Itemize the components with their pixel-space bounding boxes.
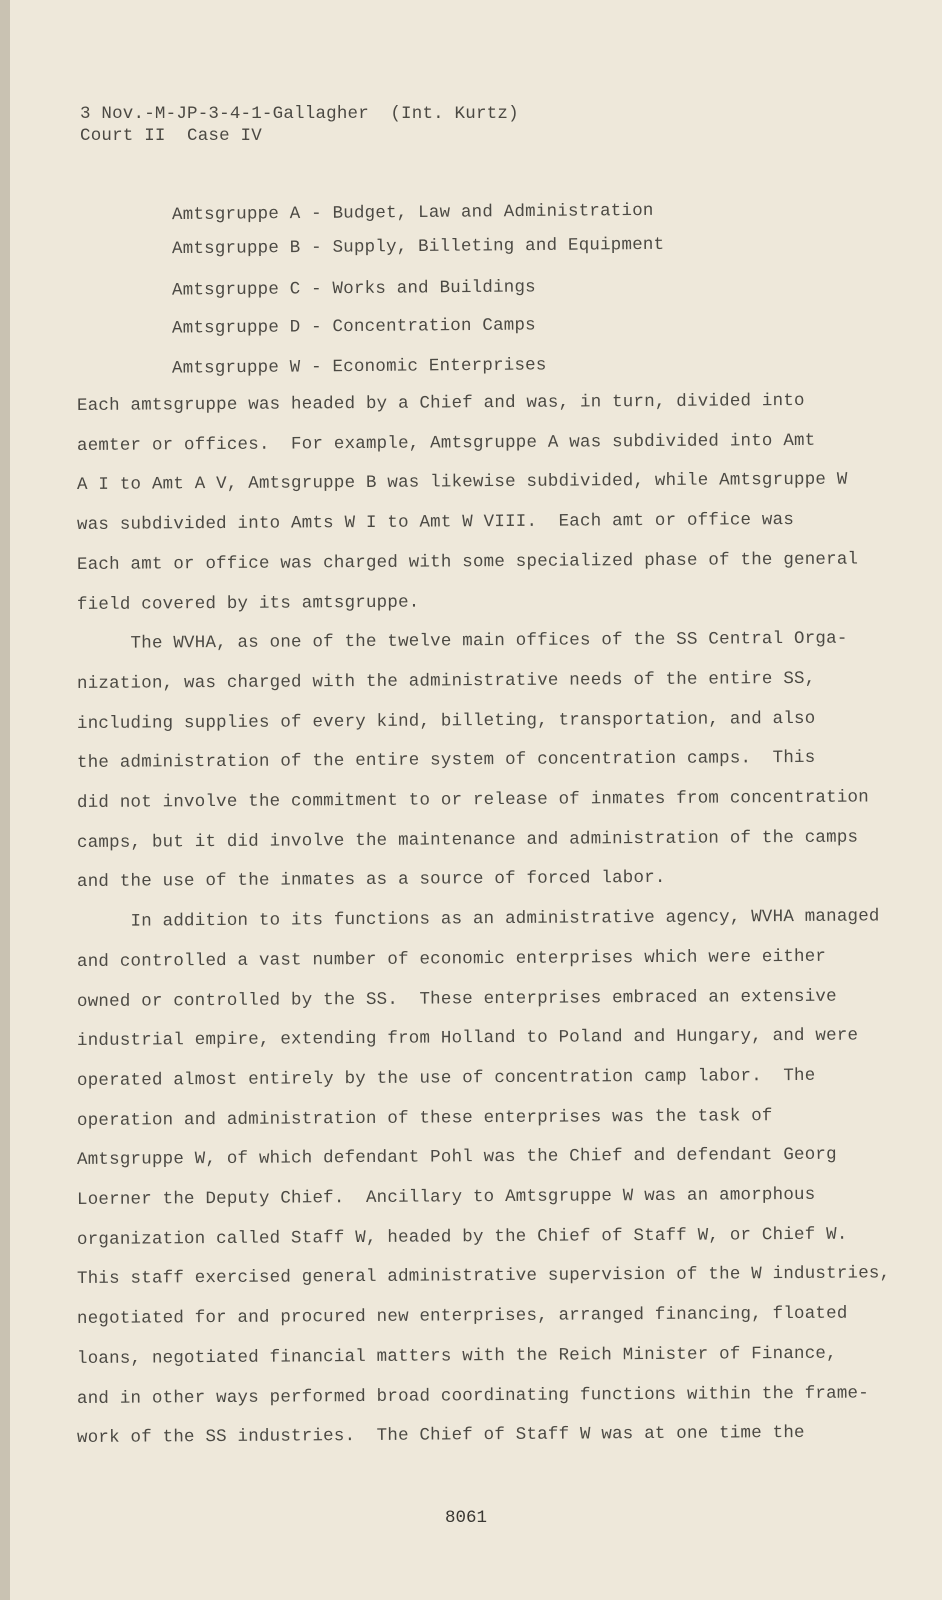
body-line: was subdivided into Amts W I to Amt W VIII. Each amt or office was bbox=[76, 510, 795, 536]
body-line: This staff exercised general administrative supervision of the W industries, bbox=[76, 1263, 891, 1290]
body-line: did not involve the commitment to or release of inmates from concentration bbox=[76, 787, 869, 813]
body-line: loans, negotiated financial matters with the Reich Minister of Finance, bbox=[76, 1343, 837, 1369]
body-line: and the use of the inmates as a source of forced labor. bbox=[76, 868, 666, 893]
body-line: owned or controlled by the SS. These enterprises embraced an extensive bbox=[76, 986, 837, 1012]
body-line: field covered by its amtsgruppe. bbox=[76, 592, 420, 615]
body-line: Each amtsgruppe was headed by a Chief and was, in turn, divided into bbox=[76, 390, 805, 416]
list-item: Amtsgruppe D - Concentration Camps bbox=[171, 315, 536, 339]
body-line: Loerner the Deputy Chief. Ancillary to Amtsgruppe W was an amorphous bbox=[76, 1184, 816, 1210]
header-line-2: Court II Case IV bbox=[80, 126, 262, 146]
body-line: operated almost entirely by the use of concentration camp labor. The bbox=[76, 1065, 816, 1091]
body-line: including supplies of every kind, billeting, transportation, and also bbox=[76, 708, 816, 734]
page-edge bbox=[0, 0, 10, 1600]
list-item: Amtsgruppe B - Supply, Billeting and Equipment bbox=[171, 234, 665, 260]
body-line: A I to Amt A V, Amtsgruppe B was likewise subdivided, while Amtsgruppe W bbox=[76, 470, 848, 496]
body-line: Amtsgruppe W, of which defendant Pohl was the Chief and defendant Georg bbox=[76, 1144, 837, 1171]
body-line: nization, was charged with the administrative needs of the entire SS, bbox=[76, 668, 816, 694]
body-line: negotiated for and procured new enterprises, arranged financing, floated bbox=[76, 1303, 848, 1330]
body-line: and in other ways performed broad coordinating functions within the frame- bbox=[76, 1382, 869, 1409]
list-item: Amtsgruppe A - Budget, Law and Administration bbox=[171, 200, 654, 226]
page-number: 8061 bbox=[445, 1508, 488, 1528]
header-line-1: 3 Nov.-M-JP-3-4-1-Gallagher (Int. Kurtz) bbox=[80, 104, 519, 124]
body-line: The WVHA, as one of the twelve main offices of the SS Central Orga- bbox=[76, 628, 848, 655]
list-item: Amtsgruppe W - Economic Enterprises bbox=[171, 355, 547, 379]
list-item: Amtsgruppe C - Works and Buildings bbox=[171, 277, 536, 301]
body-line: operation and administration of these enterprises was the task of bbox=[76, 1105, 773, 1131]
body-line: Each amt or office was charged with some specialized phase of the general bbox=[76, 549, 859, 575]
body-line: organization called Staff W, headed by the Chief of Staff W, or Chief W. bbox=[76, 1224, 848, 1250]
body-line: industrial empire, extending from Holland to Poland and Hungary, and were bbox=[76, 1025, 859, 1052]
body-line: In addition to its functions as an administrative agency, WVHA managed bbox=[76, 906, 880, 933]
body-line: camps, but it did involve the maintenance and administration of the camps bbox=[76, 827, 859, 853]
body-line: and controlled a vast number of economic enterprises which were either bbox=[76, 946, 827, 972]
body-line: work of the SS industries. The Chief of Staff W was at one time the bbox=[76, 1423, 805, 1449]
body-line: the administration of the entire system of concentration camps. This bbox=[76, 748, 816, 774]
body-line: aemter or offices. For example, Amtsgruppe A was subdivided into Amt bbox=[76, 430, 816, 456]
